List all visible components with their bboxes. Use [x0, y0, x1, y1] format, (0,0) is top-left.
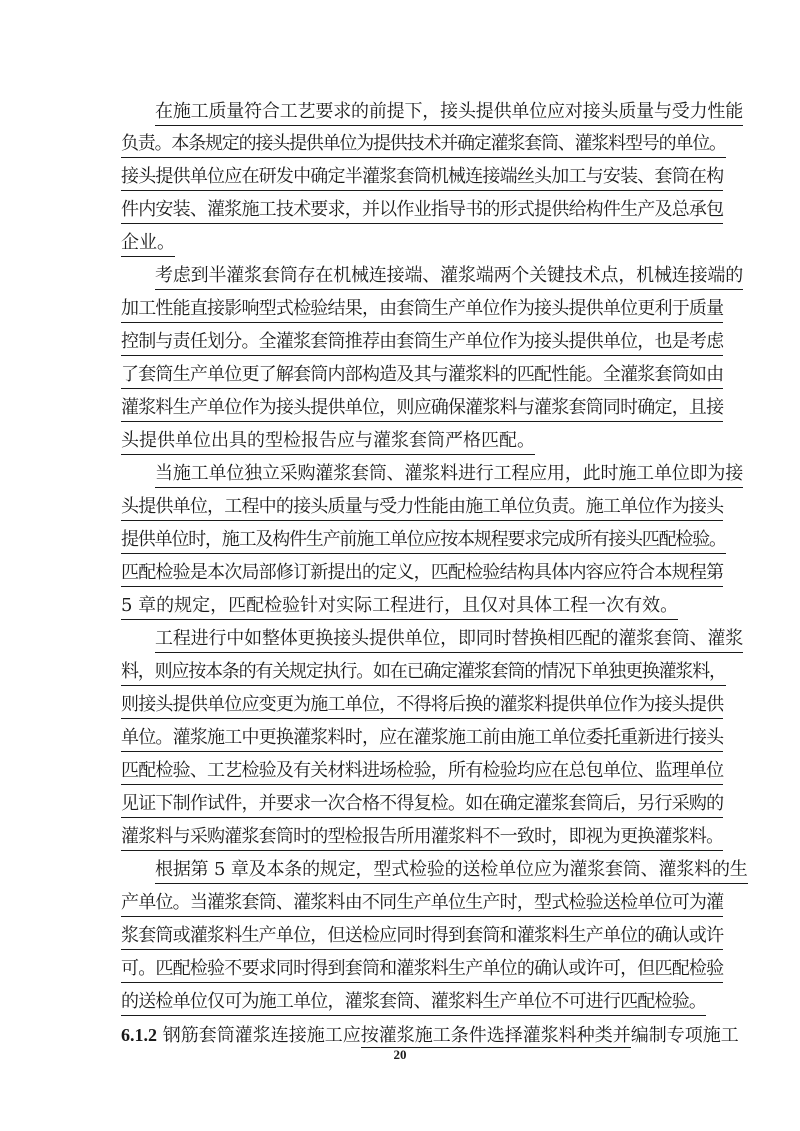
- body-line: 则接头提供单位应变更为施工单位，不得将后换的灌浆料提供单位作为接头提供: [121, 693, 723, 719]
- body-line: 负责。本条规定的接头提供单位为提供技术并确定灌浆套筒、灌浆料型号的单位。: [121, 132, 726, 158]
- clause-text-tail: 编制专项施工: [630, 1025, 739, 1046]
- body-line: 见证下制作试件，并要求一次合格不得复检。如在确定灌浆套筒后，另行采购的: [121, 792, 723, 818]
- body-line: 根据第 5 章及本条的规定，型式检验的送检单位应为灌浆套筒、灌浆料的生: [155, 858, 748, 884]
- body-line: 工程进行中如整体更换接头提供单位，即同时替换相匹配的灌浆套筒、灌浆: [155, 627, 743, 653]
- page-number: 20: [393, 1047, 407, 1062]
- body-line: 控制与责任划分。全灌浆套筒推荐由套筒生产单位作为接头提供单位，也是考虑: [121, 330, 723, 356]
- clause-text-underlined: 按灌浆施工条件选择灌浆料种类并: [360, 1025, 631, 1046]
- body-line: 单位。灌浆施工中更换灌浆料时，应在灌浆施工前由施工单位委托重新进行接头: [121, 726, 723, 752]
- body-line: 可。匹配检验不要求同时得到套筒和灌浆料生产单位的确认或许可，但匹配检验: [121, 957, 723, 983]
- body-line: 提供单位时，施工及构件生产前施工单位应按本规程要求完成所有接头匹配检验。: [121, 528, 726, 554]
- body-line: 灌浆料与采购灌浆套筒时的型检报告所用灌浆料不一致时，即视为更换灌浆料。: [121, 825, 723, 851]
- body-line: 接头提供单位应在研发中确定半灌浆套筒机械连接端丝头加工与安装、套筒在构: [121, 165, 723, 191]
- body-line: 料，则应按本条的有关规定执行。如在已确定灌浆套筒的情况下单独更换灌浆料，: [121, 660, 726, 686]
- body-line: 灌浆料生产单位作为接头提供单位，则应确保灌浆料与灌浆套筒同时确定，且接: [121, 396, 723, 422]
- body-line: 头提供单位，工程中的接头质量与受力性能由施工单位负责。施工单位作为接头: [121, 495, 723, 521]
- body-line: 当施工单位独立采购灌浆套筒、灌浆料进行工程应用，此时施工单位即为接: [155, 462, 743, 488]
- body-line: 5 章的规定，匹配检验针对实际工程进行，且仅对具体工程一次有效。: [121, 594, 678, 620]
- body-line: 加工性能直接影响型式检验结果，由套筒生产单位作为接头提供单位更利于质量: [121, 297, 723, 323]
- body-line: 考虑到半灌浆套筒存在机械连接端、灌浆端两个关键技术点，机械连接端的: [155, 264, 743, 290]
- body-line: 产单位。当灌浆套筒、灌浆料由不同生产单位生产时，型式检验送检单位可为灌: [121, 891, 723, 917]
- body-line: 在施工质量符合工艺要求的前提下，接头提供单位应对接头质量与受力性能: [155, 100, 743, 126]
- clause-heading-line: [121, 1023, 739, 1047]
- body-line: 匹配检验是本次局部修订新提出的定义，匹配检验结构具体内容应符合本规程第: [121, 561, 723, 587]
- body-line: 企业。: [121, 231, 175, 257]
- body-line: 了套筒生产单位更了解套筒内部构造及其与灌浆料的匹配性能。全灌浆套筒如由: [121, 363, 723, 389]
- clause-number: 6.1.2: [121, 1025, 157, 1045]
- body-line: 的送检单位仅可为施工单位，灌浆套筒、灌浆料生产单位不可进行匹配检验。: [121, 990, 706, 1016]
- clause-text: 钢筋套筒灌浆连接施工应: [157, 1025, 361, 1046]
- body-line: 头提供单位出具的型检报告应与灌浆套筒严格匹配。: [121, 429, 535, 455]
- body-line: 件内安装、灌浆施工技术要求，并以作业指导书的形式提供给构件生产及总承包: [121, 198, 723, 224]
- body-line: 浆套筒或灌浆料生产单位，但送检应同时得到套筒和灌浆料生产单位的确认或许: [121, 924, 723, 950]
- body-line: 匹配检验、工艺检验及有关材料进场检验，所有检验均应在总包单位、监理单位: [121, 759, 723, 785]
